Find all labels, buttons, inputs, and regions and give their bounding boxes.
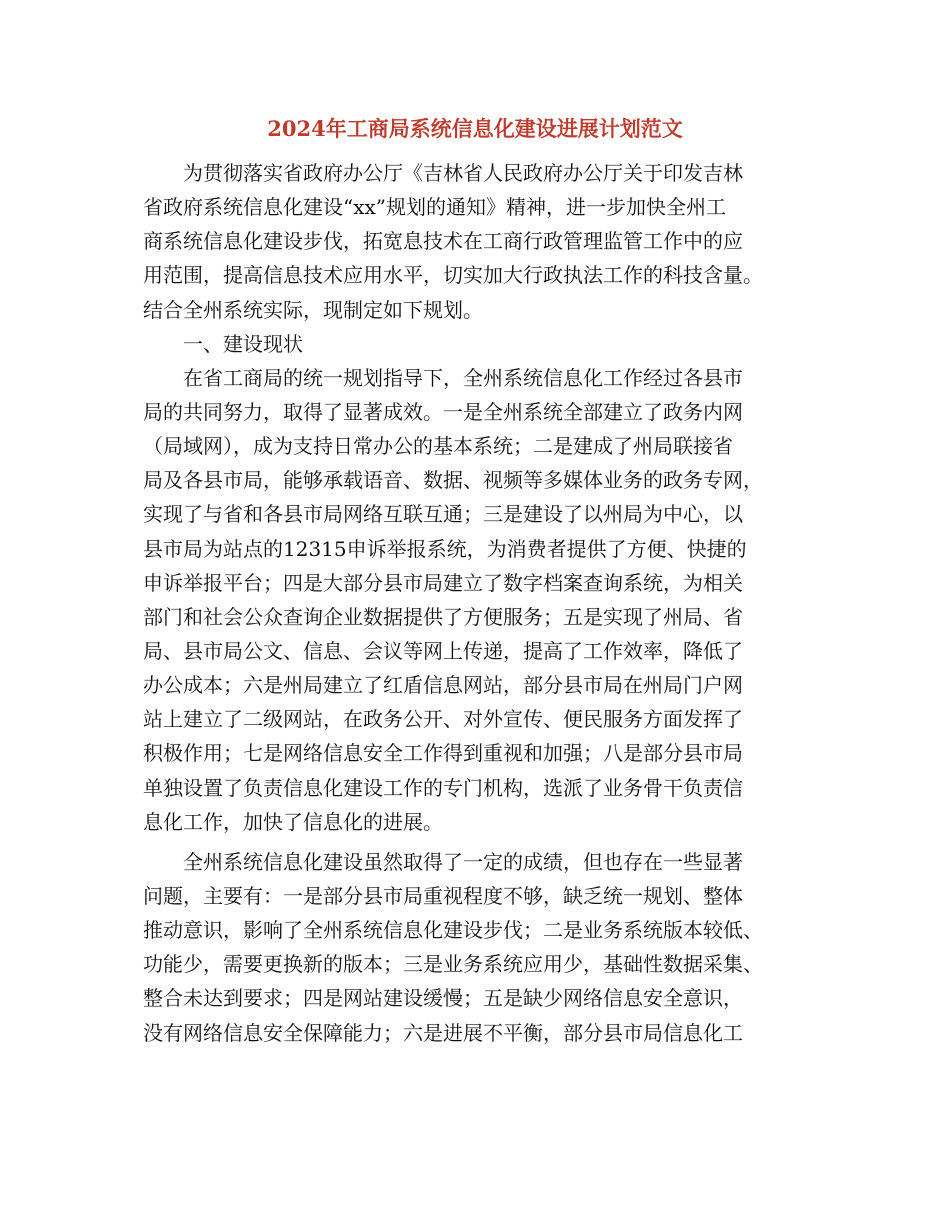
document-body: [143, 156, 815, 1050]
text-line: 一、建设现状: [183, 331, 303, 356]
text-line: 局、县市局公文、信息、会议等网上传递，提高了工作效率，降低了: [143, 638, 743, 663]
text-line: 功能少，需要更换新的版本；三是业务系统应用少，基础性数据采集、: [143, 952, 763, 977]
text-line: 局及各县市局，能够承载语音、数据、视频等多媒体业务的政务专网，: [143, 468, 763, 493]
text-line: 结合全州系统实际，现制定如下规划。: [143, 297, 483, 322]
paragraph-3: [143, 361, 815, 839]
text-line: 推动意识，影响了全州系统信息化建设步伐；二是业务系统版本较低、: [143, 918, 763, 943]
text-line: 问题，主要有：一是部分县市局重视程度不够，缺乏统一规划、整体: [143, 883, 743, 908]
text-line: 省政府系统信息化建设“xx”规划的通知》精神，进一步加快全州工: [143, 195, 727, 220]
text-line: 积极作用；七是网络信息安全工作得到重视和加强；八是部分县市局: [143, 741, 743, 766]
text-line: 整合未达到要求；四是网站建设缓慢；五是缺少网络信息安全意识，: [143, 986, 743, 1011]
text-line: 申诉举报平台；四是大部分县市局建立了数字档案查询系统，为相关: [143, 570, 743, 595]
text-line: （局域网），成为支持日常办公的基本系统；二是建成了州局联接省: [143, 434, 733, 459]
text-line: 部门和社会公众查询企业数据提供了方便服务；五是实现了州局、省: [143, 604, 743, 629]
text-line: 商系统信息化建设步伐，拓宽息技术在工商行政管理监管工作中的应: [143, 229, 743, 254]
document-title: 2024年工商局系统信息化建设进展计划范文: [267, 116, 683, 141]
text-line: 实现了与省和各县市局网络互联互通；三是建设了以州局为中心，以: [143, 502, 743, 527]
text-line: 办公成本；六是州局建立了红盾信息网站，部分县市局在州局门户网: [143, 673, 743, 698]
text-line: 局的共同努力，取得了显著成效。一是全州系统全部建立了政务内网: [143, 399, 743, 424]
text-line: 用范围，提高信息技术应用水平，切实加大行政执法工作的科技含量。: [143, 263, 763, 288]
text-line: 站上建立了二级网站，在政务公开、对外宣传、便民服务方面发挥了: [143, 707, 743, 732]
paragraph-1: [143, 156, 815, 327]
text-line: 全州系统信息化建设虽然取得了一定的成绩，但也存在一些显著: [183, 849, 743, 874]
text-line: 息化工作，加快了信息化的进展。: [143, 809, 443, 834]
text-line: 为贯彻落实省政府办公厅《吉林省人民政府办公厅关于印发吉林: [183, 161, 743, 185]
text-line: 没有网络信息安全保障能力；六是进展不平衡，部分县市局信息化工: [143, 1020, 743, 1045]
text-line: 县市局为站点的12315申诉举报系统，为消费者提供了方便、快捷的: [143, 536, 747, 561]
paragraph-2: [143, 327, 815, 361]
text-line: 在省工商局的统一规划指导下，全州系统信息化工作经过各县市: [183, 365, 743, 390]
text-line: 单独设置了负责信息化建设工作的专门机构，选派了业务骨干负责信: [143, 775, 743, 800]
paragraph-4: [143, 845, 815, 1050]
